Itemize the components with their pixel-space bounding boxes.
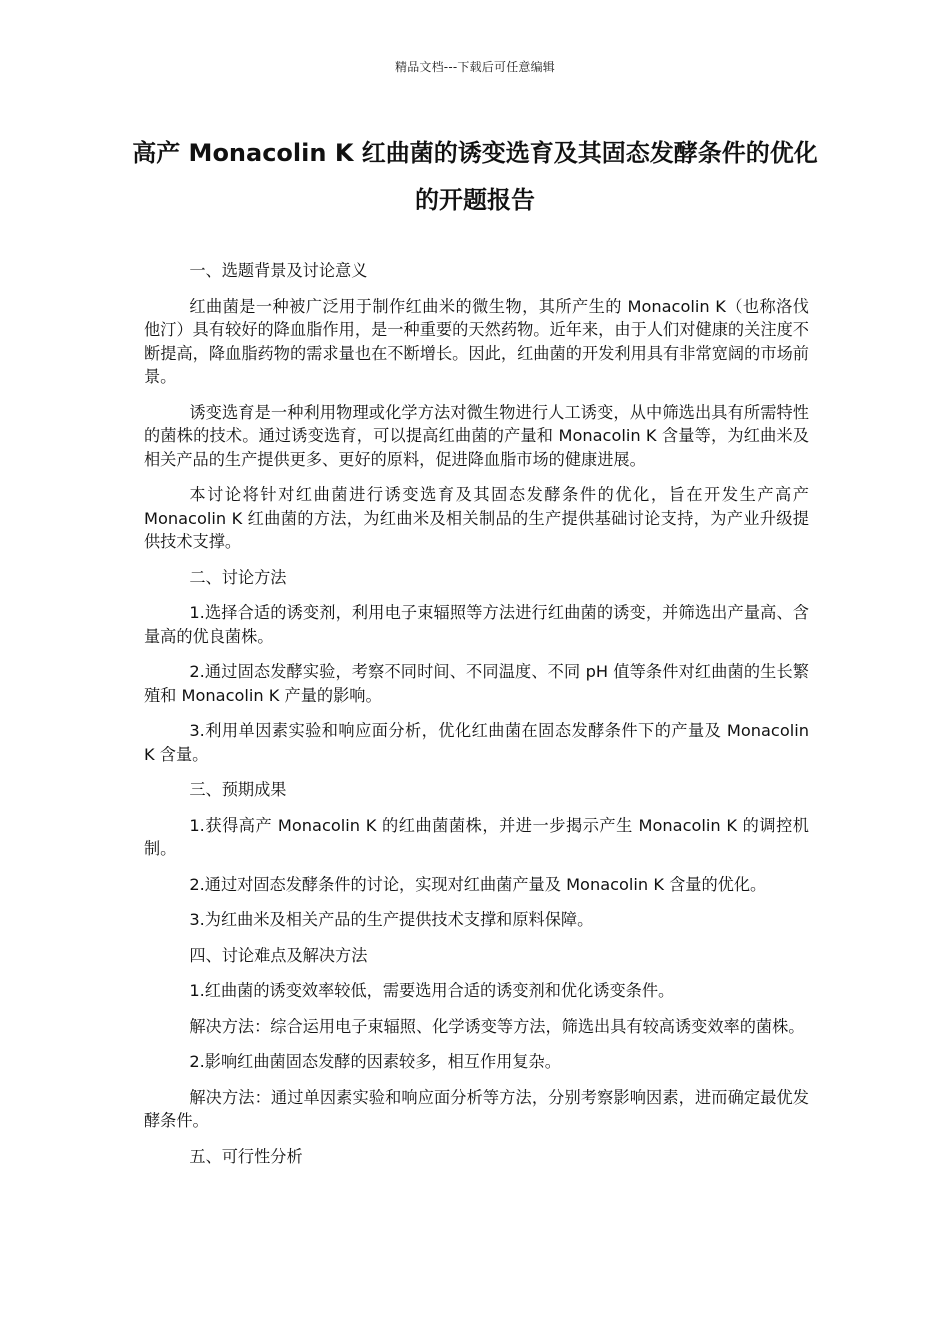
section-heading-feasibility: 五、可行性分析 (189, 1146, 303, 1166)
section-heading-difficulties: 四、讨论难点及解决方法 (189, 945, 368, 965)
section-heading-background: 一、选题背景及讨论意义 (189, 261, 368, 280)
result-item-3: 3.为红曲米及相关产品的生产提供技术支撑和原料保障。 (189, 910, 594, 929)
difficulty-item-2: 2.影响红曲菌固态发酵的因素较多，相互作用复杂。 (189, 1052, 561, 1071)
difficulty-item-1: 1.红曲菌的诱变效率较低，需要选用合适的诱变剂和优化诱变条件。 (189, 981, 675, 1000)
background-paragraph-1: 红曲菌是一种被广泛用于制作红曲米的微生物，其所产生的 Monacolin K（也称洛伐他汀）具有较好的降血脂作用，是一种重要的天然药物。近年来，由于人们对健康的关注度不断提高，降血脂药物的需求量也在不断增长。因此，红曲菌的开发利用具有非常宽阔的市场前景。 (144, 296, 809, 386)
document-title: 高产 Monacolin K 红曲菌的诱变选育及其固态发酵条件的优化的开题报告 (132, 139, 818, 214)
result-item-1: 1.获得高产 Monacolin K 的红曲菌菌株，并进一步揭示产生 Monacolin K 的调控机制。 (144, 815, 809, 858)
section-heading-results: 三、预期成果 (189, 780, 287, 799)
solution-item-1: 解决方法：综合运用电子束辐照、化学诱变等方法，筛选出具有较高诱变效率的菌株。 (189, 1016, 805, 1036)
result-item-2: 2.通过对固态发酵条件的讨论，实现对红曲菌产量及 Monacolin K 含量的优化。 (189, 874, 767, 894)
section-heading-methods: 二、讨论方法 (189, 567, 287, 587)
method-item-1: 1.选择合适的诱变剂，利用电子束辐照等方法进行红曲菌的诱变，并筛选出产量高、含量高的优良菌株。 (144, 603, 809, 646)
method-item-2: 2.通过固态发酵实验，考察不同时间、不同温度、不同 pH 值等条件对红曲菌的生长繁殖和 Monacolin K 产量的影响。 (144, 662, 809, 705)
document-body (144, 259, 809, 1180)
background-paragraph-3: 本讨论将针对红曲菌进行诱变选育及其固态发酵条件的优化，旨在开发生产高产 Monacolin K 红曲菌的方法，为红曲米及相关制品的生产提供基础讨论支持，为产业升级提供技术支撑。 (144, 485, 809, 551)
page-header-note: 精品文档---下载后可任意编辑 (395, 60, 555, 74)
method-item-3: 3.利用单因素实验和响应面分析，优化红曲菌在固态发酵条件下的产量及 Monacolin K 含量。 (144, 721, 809, 764)
solution-item-2: 解决方法：通过单因素实验和响应面分析等方法，分别考察影响因素，进而确定最优发酵条件。 (144, 1087, 809, 1130)
background-paragraph-2: 诱变选育是一种利用物理或化学方法对微生物进行人工诱变，从中筛选出具有所需特性的菌株的技术。通过诱变选育，可以提高红曲菌的产量和 Monacolin K 含量等，为红曲米及相关产品的生产提供更多、更好的原料，促进降血脂市场的健康进展。 (144, 402, 809, 469)
